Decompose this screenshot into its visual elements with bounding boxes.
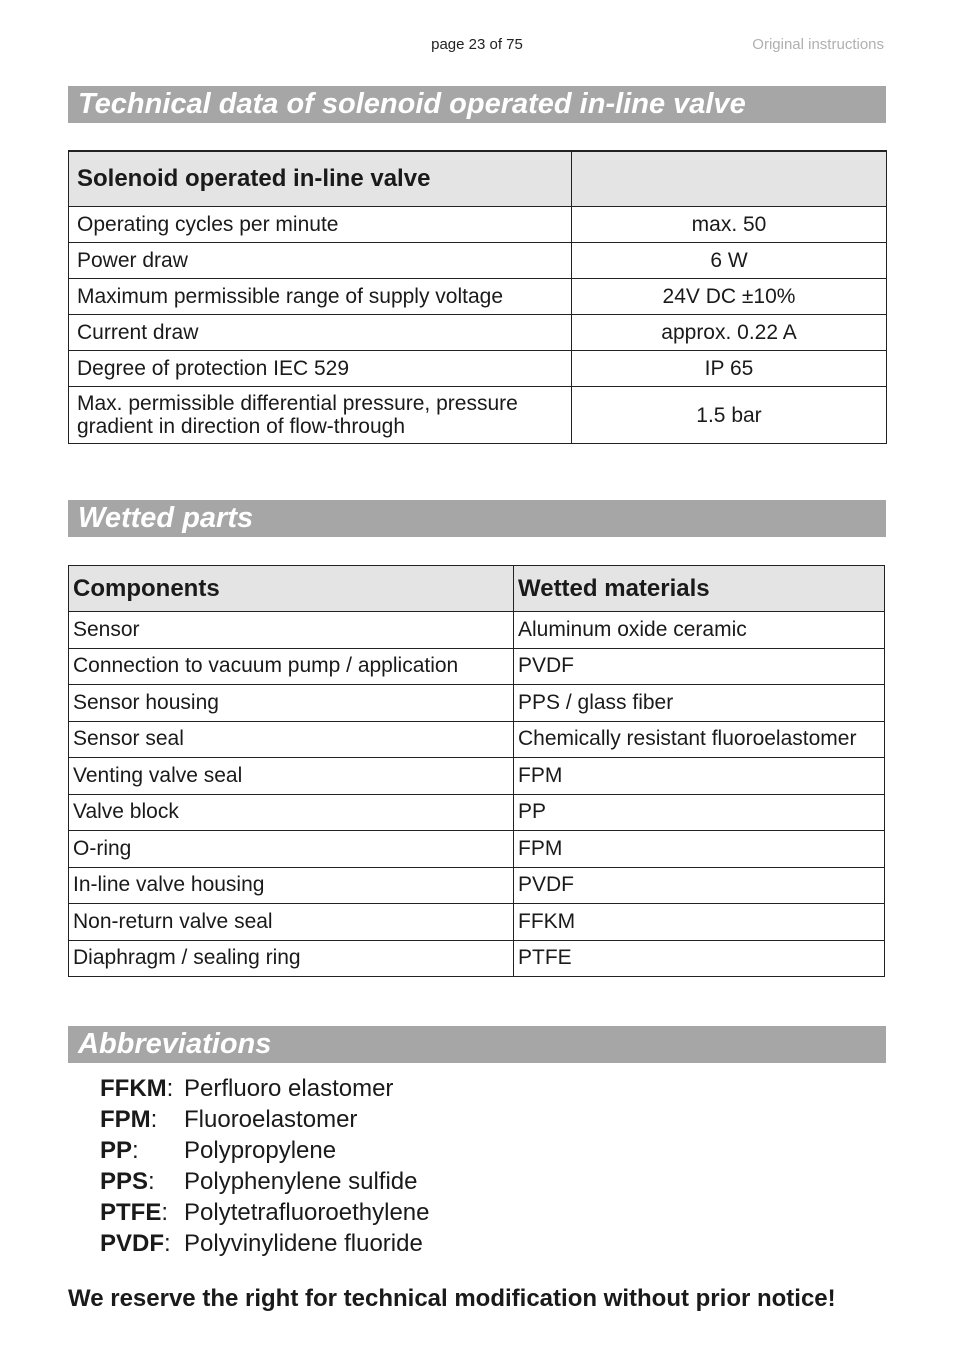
document-label: Original instructions [752, 36, 884, 53]
abbreviation-separator: : [161, 1199, 169, 1226]
abbreviation-key: PVDF [100, 1230, 165, 1257]
technical-data-table [68, 150, 887, 444]
component-cell: Connection to vacuum pump / application [69, 648, 514, 685]
abbreviation-key: PP [100, 1137, 133, 1164]
abbreviation-item [100, 1197, 429, 1228]
value-cell: 6 W [572, 243, 887, 279]
abbreviation-separator: : [166, 1075, 174, 1102]
value-cell: approx. 0.22 A [572, 315, 887, 351]
material-cell: FFKM [514, 904, 885, 941]
table-header-cell: Solenoid operated in-line valve [69, 151, 572, 207]
table-row [69, 207, 887, 243]
material-cell: PP [514, 794, 885, 831]
parameter-cell: Operating cycles per minute [69, 207, 572, 243]
abbreviation-value: Polytetrafluoroethylene [184, 1199, 430, 1226]
table-row [69, 831, 885, 868]
section-title-abbreviations: Abbreviations [68, 1026, 886, 1063]
component-cell: In-line valve housing [69, 867, 514, 904]
table-row [69, 387, 887, 444]
abbreviation-value: Polypropylene [184, 1137, 337, 1164]
material-cell: PPS / glass fiber [514, 685, 885, 722]
abbreviation-separator: : [150, 1106, 158, 1133]
material-cell: PVDF [514, 648, 885, 685]
table-header-cell [572, 151, 887, 207]
table-row [69, 351, 887, 387]
material-cell: PTFE [514, 940, 885, 977]
abbreviation-value: Fluoroelastomer [184, 1106, 358, 1133]
abbreviation-item [100, 1228, 429, 1259]
abbreviation-list [100, 1073, 429, 1259]
table-row [69, 279, 887, 315]
parameter-cell: Current draw [69, 315, 572, 351]
abbreviation-item [100, 1073, 429, 1104]
section-title-wetted-parts: Wetted parts [68, 500, 886, 537]
modification-notice: We reserve the right for technical modification without prior notice! [68, 1285, 836, 1312]
abbreviation-key: FFKM [100, 1075, 167, 1102]
abbreviation-value: Polyphenylene sulfide [184, 1168, 418, 1195]
wetted-parts-table [68, 565, 885, 977]
material-cell: Aluminum oxide ceramic [514, 612, 885, 649]
section-title-technical-data: Technical data of solenoid operated in-line valve [68, 86, 886, 123]
abbreviation-value: Polyvinylidene fluoride [184, 1230, 423, 1257]
table-row [69, 794, 885, 831]
table-row [69, 758, 885, 795]
component-cell: Sensor [69, 612, 514, 649]
abbreviation-value: Perfluoro elastomer [184, 1075, 394, 1102]
abbreviation-key: PTFE [100, 1199, 162, 1226]
component-cell: Valve block [69, 794, 514, 831]
material-cell: FPM [514, 758, 885, 795]
abbreviation-separator: : [148, 1168, 155, 1195]
component-cell: Sensor seal [69, 721, 514, 758]
abbreviation-separator: : [132, 1137, 139, 1164]
component-cell: Non-return valve seal [69, 904, 514, 941]
abbreviation-separator: : [164, 1230, 171, 1257]
table-row [69, 867, 885, 904]
table-row [69, 721, 885, 758]
table-header-row [69, 566, 885, 612]
table-header-row [69, 151, 887, 207]
table-row [69, 904, 885, 941]
value-cell: 1.5 bar [572, 387, 887, 444]
abbreviation-item [100, 1166, 429, 1197]
parameter-cell: Power draw [69, 243, 572, 279]
table-row [69, 648, 885, 685]
table-row [69, 685, 885, 722]
abbreviation-item [100, 1135, 429, 1166]
parameter-cell: Max. permissible differential pressure, pressure gradient in direction of flow-through [69, 387, 572, 444]
component-cell: Venting valve seal [69, 758, 514, 795]
parameter-cell: Maximum permissible range of supply voltage [69, 279, 572, 315]
abbreviation-key: FPM [100, 1106, 151, 1133]
table-header-cell: Wetted materials [514, 566, 885, 612]
parameter-cell: Degree of protection IEC 529 [69, 351, 572, 387]
table-row [69, 315, 887, 351]
material-cell: Chemically resistant fluoroelastomer [514, 721, 885, 758]
table-header-cell: Components [69, 566, 514, 612]
component-cell: Sensor housing [69, 685, 514, 722]
material-cell: FPM [514, 831, 885, 868]
component-cell: Diaphragm / sealing ring [69, 940, 514, 977]
value-cell: max. 50 [572, 207, 887, 243]
table-row [69, 612, 885, 649]
component-cell: O-ring [69, 831, 514, 868]
page-number: page 23 of 75 [431, 36, 523, 53]
abbreviation-key: PPS [100, 1168, 149, 1195]
value-cell: IP 65 [572, 351, 887, 387]
table-row [69, 243, 887, 279]
material-cell: PVDF [514, 867, 885, 904]
value-cell: 24V DC ±10% [572, 279, 887, 315]
abbreviation-item [100, 1104, 429, 1135]
table-row [69, 940, 885, 977]
